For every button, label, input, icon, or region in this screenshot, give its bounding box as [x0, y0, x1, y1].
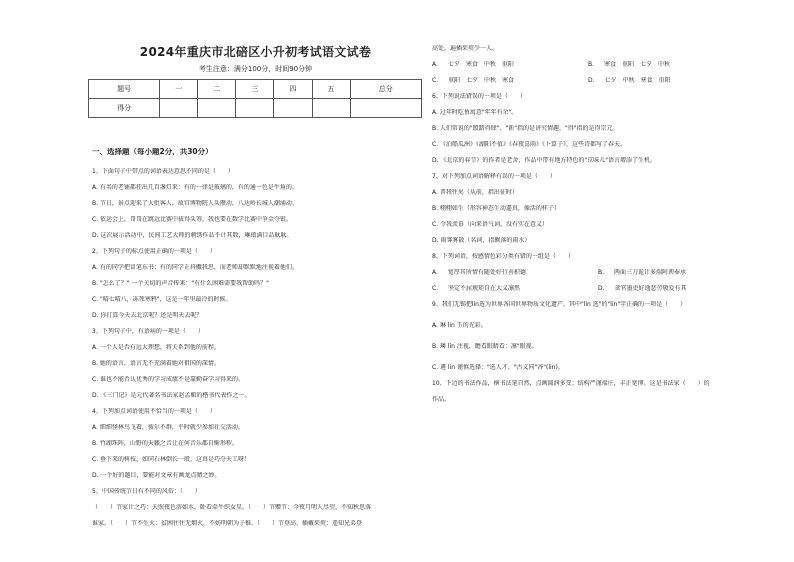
option-line: C. 谁也不能否认优秀的学习成绩不是靠勤奋学习得来的。: [92, 376, 245, 383]
score-header-cell: 一: [160, 80, 198, 99]
option-line: B. 竹湖珠阵，山野的天籁之音让在何音乐都自惭形秽。: [92, 440, 238, 447]
question-line: 4、下列加点词语使用不恰当的一项是（ ）: [92, 408, 216, 415]
option-line: [598, 285, 768, 292]
option-label: C.: [432, 285, 439, 292]
option-label: B.: [588, 61, 595, 68]
question-line: 10、下边的书法作品，横书法笔自然，点画圆润多变；结构严谨端庄，丰正宽博。这是书法家（ ）的: [432, 380, 710, 387]
option-line: D. 雨霁雾散（名词，指飘落的雨水）: [432, 237, 531, 244]
option-text: 七夕 寒食 中秋 重阳: [447, 61, 514, 68]
score-header-cell: 四: [274, 80, 312, 99]
score-cell[interactable]: [312, 99, 350, 118]
question-line: 5、中国传统节日有不同的风俗：（ ）: [92, 488, 201, 495]
option-line: [588, 77, 768, 84]
option-line: D. 《北京的春节》的作者是老舍，作品中带有地方特色的"京味儿"语言增添了生机。: [432, 157, 656, 164]
score-cell[interactable]: [236, 99, 274, 118]
option-line: B. 节日，景点迎来了大批客人，故宫博物院人头攒动，八达岭长城人潮涌动。: [92, 200, 298, 207]
option-line: C. 遴 lin 谨慎选择："选人才。"古义同"吝"(lin)。: [432, 364, 564, 371]
option-line: A. 过年时吃鱼寓意"年年有余"。: [432, 109, 518, 116]
option-line: [588, 61, 768, 68]
option-line: D. 这次展示活动中，民间工艺大师的刺绣作品不计其数，琳琅满目品耿耿。: [92, 232, 293, 239]
score-cell[interactable]: [350, 99, 421, 118]
question-line: 2、下列句子的标点使用正确的一项是（ ）: [92, 248, 216, 255]
option-line: B. 她的语言，语言无不充满着她对祖国的深情。: [92, 360, 220, 367]
option-line: A. 有名的老铺都挂出几百盏灯来：有的一律是玻璃的，有的通一色是牛角的。: [92, 184, 298, 191]
option-line: D. 一个好的题目，要能对文章有画龙点睛之妙。: [92, 472, 221, 479]
option-line: [432, 269, 592, 276]
option-line: C. 依运会上，哥哥在跳远比赛中拔得头筹，我也要在数学比赛中争金夺银。: [92, 216, 293, 223]
question-line: 1、下面句子中带点的词语表达意思不同的是（ ）: [92, 168, 234, 175]
option-line: A. 琳 lin 玉的光彩。: [432, 322, 487, 329]
option-line: A. 一个人是否有远大理想，将关系到他的前程。: [92, 344, 220, 351]
question-line: 7、对下列加点词语解释有误的一项是（ ）: [432, 173, 556, 180]
option-line: [432, 285, 592, 292]
option-line: D. 《三门记》是元代著名书法家赵孟頫的楷书代表作之一。: [92, 392, 251, 399]
question-line: 3、下列句子中，有语病的一项是（ ）: [92, 328, 204, 335]
question-line: 6、下列说法错误的一项是（ ）: [432, 93, 526, 100]
option-line: C. 《泊船瓜洲》《湖阳不值》《春夜喜雨》《卜算子》，这些诗都写了春天。: [432, 141, 627, 148]
option-label: D.: [598, 285, 605, 292]
score-header-cell: 二: [198, 80, 236, 99]
option-text: 坚定不屈规矩自在大义凛然: [448, 285, 521, 292]
option-label: A.: [432, 61, 438, 68]
score-table: [88, 79, 422, 118]
option-line: C. 垂下来的树枝，如同石林倒长一般，这真是巧夺天工呀！: [92, 456, 251, 463]
score-cell[interactable]: [160, 99, 198, 118]
score-cell[interactable]: [198, 99, 236, 118]
option-text: 寒食 重阳 七夕 中秋: [603, 61, 670, 68]
option-text: 两面三刀诡计多端阿谀奉承: [613, 269, 686, 276]
score-row-label: 得分: [89, 99, 160, 118]
option-label: B.: [598, 269, 605, 276]
option-text: 七夕 中秋 寒食 重阳: [604, 77, 671, 84]
question-line: 谁家。（ ）节不生火：贫困往往无烟火，不妨明朝为子推。（ ）节登高、插戴茱萸：遥知兄弟登: [92, 520, 363, 527]
option-line: A. 有的同学把冒笔东书；有的同学正抖擞我思，而老师却默默地注视着他们。: [92, 264, 298, 271]
score-header-cell: 三: [236, 80, 274, 99]
question-line: 8、下列词语，按感情色彩分类有错的一组是（ ）: [432, 253, 574, 260]
score-header-cell: 题号: [89, 80, 160, 99]
option-line: D. 你打算今天去北京呢？还是明天去呢？: [92, 312, 203, 319]
question-line: （ ）节家计之巧：天照夜色溶如水，卧看牵牛织女星。（ ）节赠节：今夜月明人尽望，不知秋思落: [92, 504, 372, 511]
exam-title: 2024年重庆市北碚区小升初考试语文试卷: [139, 45, 372, 59]
option-text: 贪官墨吏好逸恶劳敬爱有其: [614, 285, 687, 292]
option-line: [598, 269, 768, 276]
option-label: C.: [432, 77, 439, 84]
question-line: 作品。: [432, 396, 451, 403]
score-table-header-row: [89, 80, 422, 99]
option-line: B. 人们常说的"骰踏得肆"、"新"指的是讲究情趣，"得"指的是得宗元。: [432, 125, 619, 132]
option-line: C. "晴七晴八，冻死寒鸦"，这是一年里最冷的时候。: [92, 296, 232, 303]
option-line: C. 令我羡慕（向来语气词，没有实在意义）: [432, 221, 549, 228]
option-label: D.: [588, 77, 595, 84]
option-text: 重阳 七夕 中秋 寒食: [448, 77, 515, 84]
option-text: 宽厚其所情有随处好行善积德: [447, 269, 526, 276]
option-line: B. "怎么了？" 一个关切的声音传来："有什么困难需要我帮助吗？": [92, 280, 269, 287]
option-line: B. 栩栩如生（形容神态生动逼真，像活的样子）: [432, 205, 560, 212]
option-line: A. 细细怪林鸟飞着，彼尔不群，平时就少参加社交活动。: [92, 424, 244, 431]
option-line: A. 普我往矣（从前，指出征时）: [432, 189, 518, 196]
option-line: B. 璘 lin 注视，瞻看眼睛看：凛"眼视。: [432, 343, 538, 350]
score-header-cell: 总分: [350, 80, 421, 99]
option-label: A.: [432, 269, 438, 276]
score-table-score-row: [89, 99, 422, 118]
question-line: 9、我们无锡把lin选为世界各国世界物质文化遗产，其中"lin 选"的"lin"字正确的一项是（ ）: [432, 301, 687, 308]
question-line: 高处，遍插茱萸少一人。: [432, 45, 499, 52]
option-line: [432, 77, 592, 84]
exam-notice: 考生注意：满分100分，时间90分钟: [198, 65, 313, 73]
section-heading: 一、选择题（每小题2分，共30分）: [92, 148, 213, 155]
score-header-cell: 五: [312, 80, 350, 99]
score-cell[interactable]: [274, 99, 312, 118]
option-line: [432, 61, 595, 68]
